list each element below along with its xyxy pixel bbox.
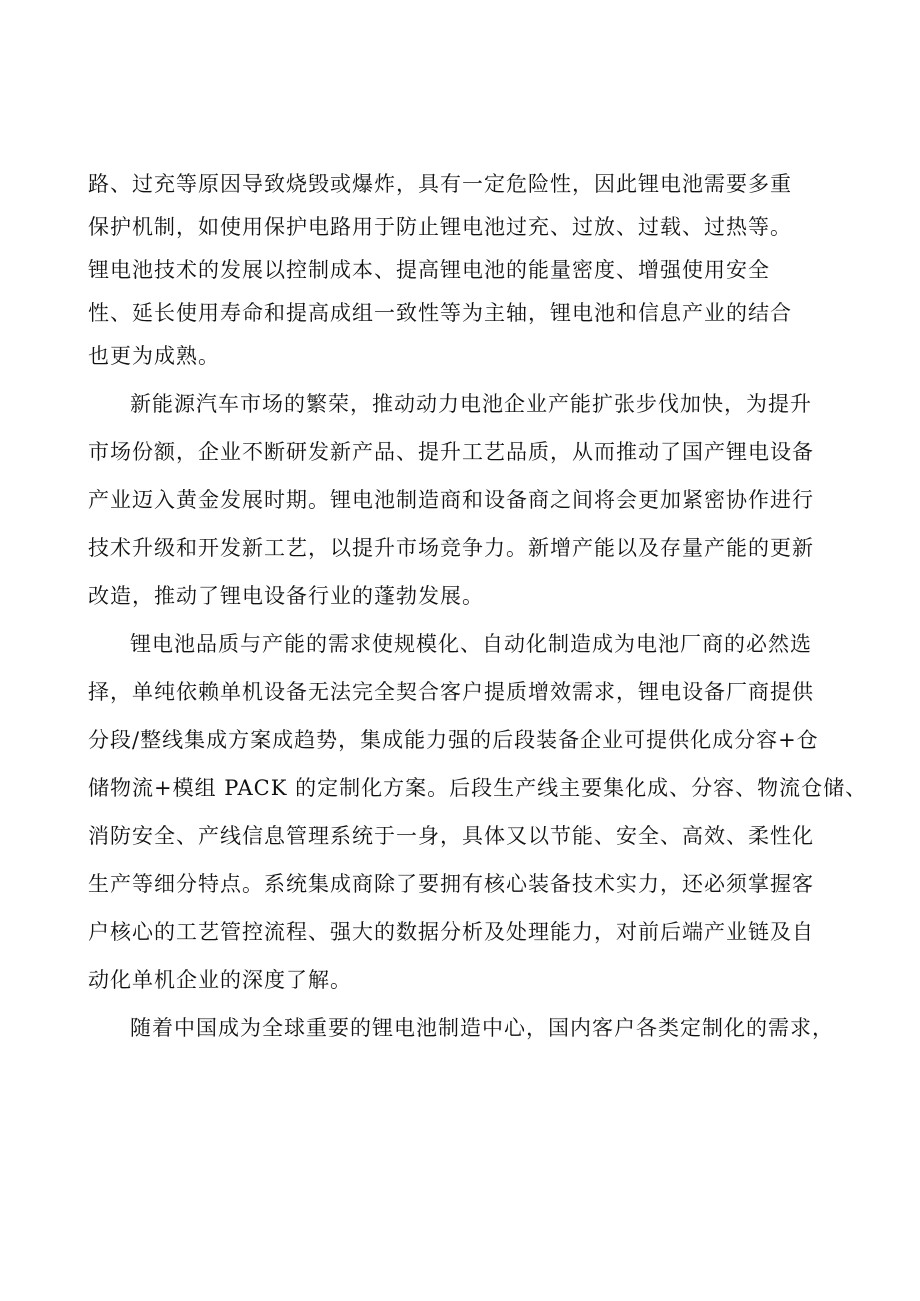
text-line: 户核心的工艺管控流程、强大的数据分析及处理能力，对前后端产业链及自 (88, 920, 814, 944)
text-line: 锂电池技术的发展以控制成本、提高锂电池的能量密度、增强使用安全 (88, 258, 770, 282)
text-line: 生产等细分特点。系统集成商除了要拥有核心装备技术实力，还必须掌握客 (88, 872, 814, 896)
text-line: 也更为成熟。 (88, 344, 220, 368)
text-line: 择，单纯依赖单机设备无法完全契合客户提质增效需求，锂电设备厂商提供 (88, 680, 814, 704)
text-line: 路、过充等原因导致烧毁或爆炸，具有一定危险性，因此锂电池需要多重 (88, 172, 792, 196)
text-line: 锂电池品质与产能的需求使规模化、自动化制造成为电池厂商的必然选 (130, 632, 812, 656)
text-line: 产业迈入黄金发展时期。锂电池制造商和设备商之间将会更加紧密协作进行 (88, 488, 814, 512)
text-line: 市场份额，企业不断研发新产品、提升工艺品质，从而推动了国产锂电设备 (88, 440, 814, 464)
text-line: 改造，推动了锂电设备行业的蓬勃发展。 (88, 584, 484, 608)
text-line: 分段/整线集成方案成趋势，集成能力强的后段装备企业可提供化成分容+仓 (88, 728, 819, 752)
text-line: 技术升级和开发新工艺，以提升市场竞争力。新增产能以及存量产能的更新 (88, 536, 814, 560)
text-line: 消防安全、产线信息管理系统于一身，具体又以节能、安全、高效、柔性化 (88, 824, 814, 848)
text-line: 保护机制，如使用保护电路用于防止锂电池过充、过放、过载、过热等。 (88, 215, 792, 239)
text-line: 随着中国成为全球重要的锂电池制造中心，国内客户各类定制化的需求， (130, 1016, 834, 1040)
text-line: 储物流+模组 PACK 的定制化方案。后段生产线主要集化成、分容、物流仓储、 (88, 776, 868, 800)
text-line: 新能源汽车市场的繁荣，推动动力电池企业产能扩张步伐加快，为提升 (130, 392, 812, 416)
text-line: 动化单机企业的深度了解。 (88, 968, 352, 992)
text-line: 性、延长使用寿命和提高成组一致性等为主轴，锂电池和信息产业的结合 (88, 301, 792, 325)
